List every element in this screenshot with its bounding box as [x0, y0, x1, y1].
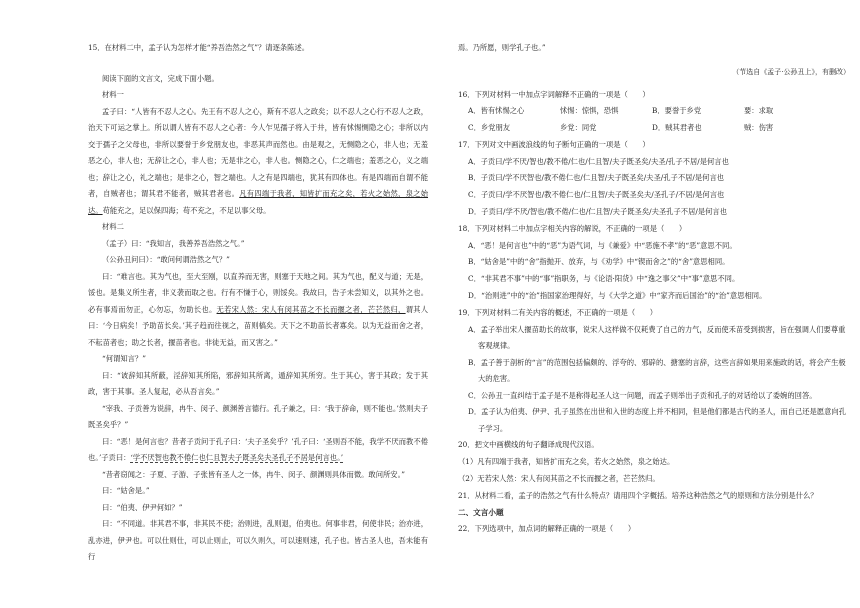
question-20-item-2: （2）无若宋人然：宋人有闵其苗之不长而揠之者，芒芒然归。	[458, 473, 660, 483]
q17-option-c: C．子贡曰/学不厌智也/教不倦仁也/仁且智/夫子既圣矣夫/圣孔子/不居/是何言也	[468, 190, 725, 200]
q16-option-a: A．皆有怵惕之心	[468, 106, 525, 116]
question-18: 18．下列对材料二中加点字相关内容的解说，不正确的一项是（ ）	[458, 223, 687, 233]
section-heading: 二、文言小题	[458, 508, 504, 518]
question-16-options-row-1	[458, 103, 850, 120]
question-16: 16．下列对材料一中加点字词解释不正确的一项是（ ）	[458, 89, 650, 99]
question-17: 17．下列对文中画波浪线的句子断句正确的一项是（ ）	[458, 139, 650, 149]
question-15: 15．在材料二中，孟子认为怎样才能“养吾浩然之气”？请逐条陈述。	[88, 43, 310, 52]
question-19: 19．下列对材料二有关内容的概述，不正确的一项是（ ）	[458, 307, 658, 317]
material-2-paragraph-3	[88, 269, 428, 352]
material-2-p3-part-b: 谓其人曰：‘今日病矣！予助苗长矣。’其子趋而往视之，苗则槁矣。天下之不助苗长者寡矣。以为无益而舍之者，不耘苗者也；助之长者，揠苗者也。非徒无益，而又害之。”	[88, 304, 429, 347]
material-1-title: 材料一	[102, 90, 124, 100]
material-2-line-4: “何谓知言？”	[102, 354, 146, 364]
question-20: 20．把文中画横线的句子翻译成现代汉语。	[458, 440, 599, 450]
q16-option-d-gloss: 贼：伤害	[744, 123, 774, 133]
material-1-part-a: 孟子曰：“人皆有不忍人之心。先王有不忍人之心，斯有不忍人之政矣；以不忍人之心行不忍人之政，治天下可运之掌上。所以谓人皆有不忍人之心者：今人乍见孺子将入于井，皆有怵惕恻隐之心；非所以内交于孺子之父母也，非所以要誉于乡党朋友也，非恶其声而然也。由是观之，无恻隐之心，非人也；无羞恶之心，非人也；无辞让之心，非人也；无是非之心，非人也。恻隐之心，仁之端也；羞恶之心，义之端也；辞让之心，礼之端也；是非之心，智之端也。人之有是四端也，犹其有四体也。有是四端而自谓不能者，自贼者也；谓其君不能者，贼其君者也。	[88, 106, 428, 199]
material-2-line-5: 曰：“诐辞知其所蔽，淫辞知其所陷，邪辞知其所离，遁辞知其所穷。生于其心，害于其政；发于其政，害于其事。圣人复起，必从吾言矣。”	[88, 370, 428, 397]
q19-option-a: A．孟子举出宋人揠苗助长的故事，说宋人这样做不仅耗费了自己的力气，反而使禾苗受到损害，旨在强调人们要尊重客观规律。	[468, 324, 846, 351]
material-2-line-2: （公孙丑问曰）：“敢问何谓浩然之气？”	[102, 255, 230, 265]
material-2-line-8: “昔者窃闻之：子夏、子游、子张皆有圣人之一体，冉牛、闵子、颜渊则具体而微。敢问所安。”	[102, 469, 405, 479]
q16-option-c-gloss: 乡党：同党	[560, 123, 597, 133]
material-2-line-6: “宰我、子贡善为说辞，冉牛、闵子、颜渊善言德行。孔子兼之，曰：‘我于辞命，则不能也。’然则夫子既圣矣乎？”	[88, 403, 428, 430]
material-2-p3-part-a: 曰：“难言也。其为气也，至大至刚，以直养而无害，则塞于天地之间。其为气也，配义与道；无是，馁也。是集义所生者，非义袭而取之也。行有不慊于心，则馁矣。我故曰，告子未尝知义，以其外之也。必有事焉而勿正，心勿忘，勿助长也。	[88, 271, 428, 314]
q18-option-a: A．“恶！是何言也”中的“恶”为语气词，与《兼爱》中“恶施不孝”的“恶”意思不同。	[468, 240, 737, 250]
q18-option-b: B．“姑舍是”中的“舍”指抛开、放弃，与《劝学》中“锲而舍之”的“舍”意思相同。	[468, 257, 730, 267]
material-2-title: 材料二	[102, 222, 124, 232]
material-1-text	[88, 104, 428, 220]
q17-option-d: D．子贡曰/学不厌/智也/教不倦/仁也/仁且智/夫子既圣矣/夫圣孔子不居/是何言也	[468, 207, 728, 217]
q16-option-c: C．乡党朋友	[468, 123, 511, 133]
q18-option-d: D．“治则进”中的“治”指国家治理得好，与《大学之道》中“家齐而后国治”的“治”意思相同。	[468, 291, 767, 301]
reading-intro: 阅读下面的文言文，完成下面小题。	[102, 73, 219, 83]
q16-option-b-gloss: 要：求取	[744, 106, 774, 116]
q16-option-b: B．要誉于乡党	[652, 106, 702, 116]
question-16-options-row-2	[458, 120, 850, 137]
wavy-underlined-sentence: ‘学不厌智也教不倦仁也仁且智夫子既圣矣夫圣孔子不居是何言也。’	[130, 453, 344, 463]
q17-option-b: B．子贡曰/学不厌智也/教不倦仁也/仁且智/夫子既圣矣/夫圣/孔子不居/是何言也	[468, 173, 725, 183]
question-22: 22．下列选项中，加点词的解释正确的一项是（ ）	[458, 524, 636, 534]
question-20-item-1: （1）凡有四端于我者，知皆扩而充之矣，若火之始然，泉之始达。	[458, 456, 675, 466]
material-2-line-9: 曰：“姑舍是。”	[102, 486, 150, 496]
q17-option-a: A．子贡曰/学不厌/智也/教不倦/仁也/仁且智/夫子既圣矣/夫圣/孔子不居/是何言也	[468, 156, 729, 166]
material-2-line-10: 曰：“伯夷、伊尹何如？”	[102, 502, 183, 512]
q16-option-d: D．贼其君者也	[652, 123, 702, 133]
q16-option-a-gloss: 怵惕：惊惧，恐惧	[560, 106, 619, 116]
material-2-line-7	[88, 434, 428, 467]
material-1-part-b: 苟能充之，足以保四海；苟不充之，不足以事父母。	[102, 205, 271, 215]
q19-option-b: B．孟子善于剖析的“言”的范围包括偏颇的、浮夸的、邪辟的、搪塞的言辞，这些言辞如果用来施政的话，将会产生极大的危害。	[468, 357, 846, 384]
material-1-underlined-sentence: 凡有四端于我者，知皆扩而充之矣，若火之始然，泉之始达。	[88, 189, 429, 215]
material-2-p7-part-a: 曰：“恶！是何言也？昔者子贡问于孔子曰：‘夫子圣矣乎？’孔子曰：‘圣则吾不能，我学不厌而教不倦也。’子贡曰：	[88, 436, 428, 463]
q18-option-c: C．“非其君不事”中的“事”指职务，与《论语·阳货》中“逸之事父”中“事”意思不同。	[468, 274, 740, 284]
q19-option-c: C．公孙丑一直纠结于孟子是不是称得起圣人这一问题，而孟子则举出子贡和孔子的对话给以了委婉的回答。	[468, 390, 817, 400]
source-note: （节选自《孟子·公孙丑上》，有删改）	[732, 67, 850, 76]
left-column	[88, 40, 428, 566]
material-2-line-11: 曰：“不同道。非其君不事，非其民不使；治则进，乱则退，伯夷也。何事非君，何使非民；治亦进，乱亦进，伊尹也。可以仕则仕，可以止则止，可以久则久，可以速则速，孔子也。皆古圣人也，吾未能有行	[88, 519, 428, 562]
q19-option-d: D．孟子认为伯夷、伊尹、孔子虽然在出世和入世的态度上并不相同，但是他们都是古代的圣人，而自己还是愿意向孔子学习。	[468, 407, 846, 433]
material-2-continuation: 焉。乃所愿，则学孔子也。”	[458, 43, 546, 52]
material-2-underlined-sentence: 无若宋人然：宋人有闵其苗之不长而揠之者，芒芒然归，	[216, 304, 406, 314]
question-21: 21．从材料二看，孟子的浩然之气有什么特点？请用四个字概括。培养这种浩然之气的原则和方法分别是什么？	[458, 490, 818, 500]
right-column	[458, 40, 850, 538]
material-2-line-1: （孟子）曰：“我知言，我善养吾浩然之气。”	[102, 238, 245, 248]
